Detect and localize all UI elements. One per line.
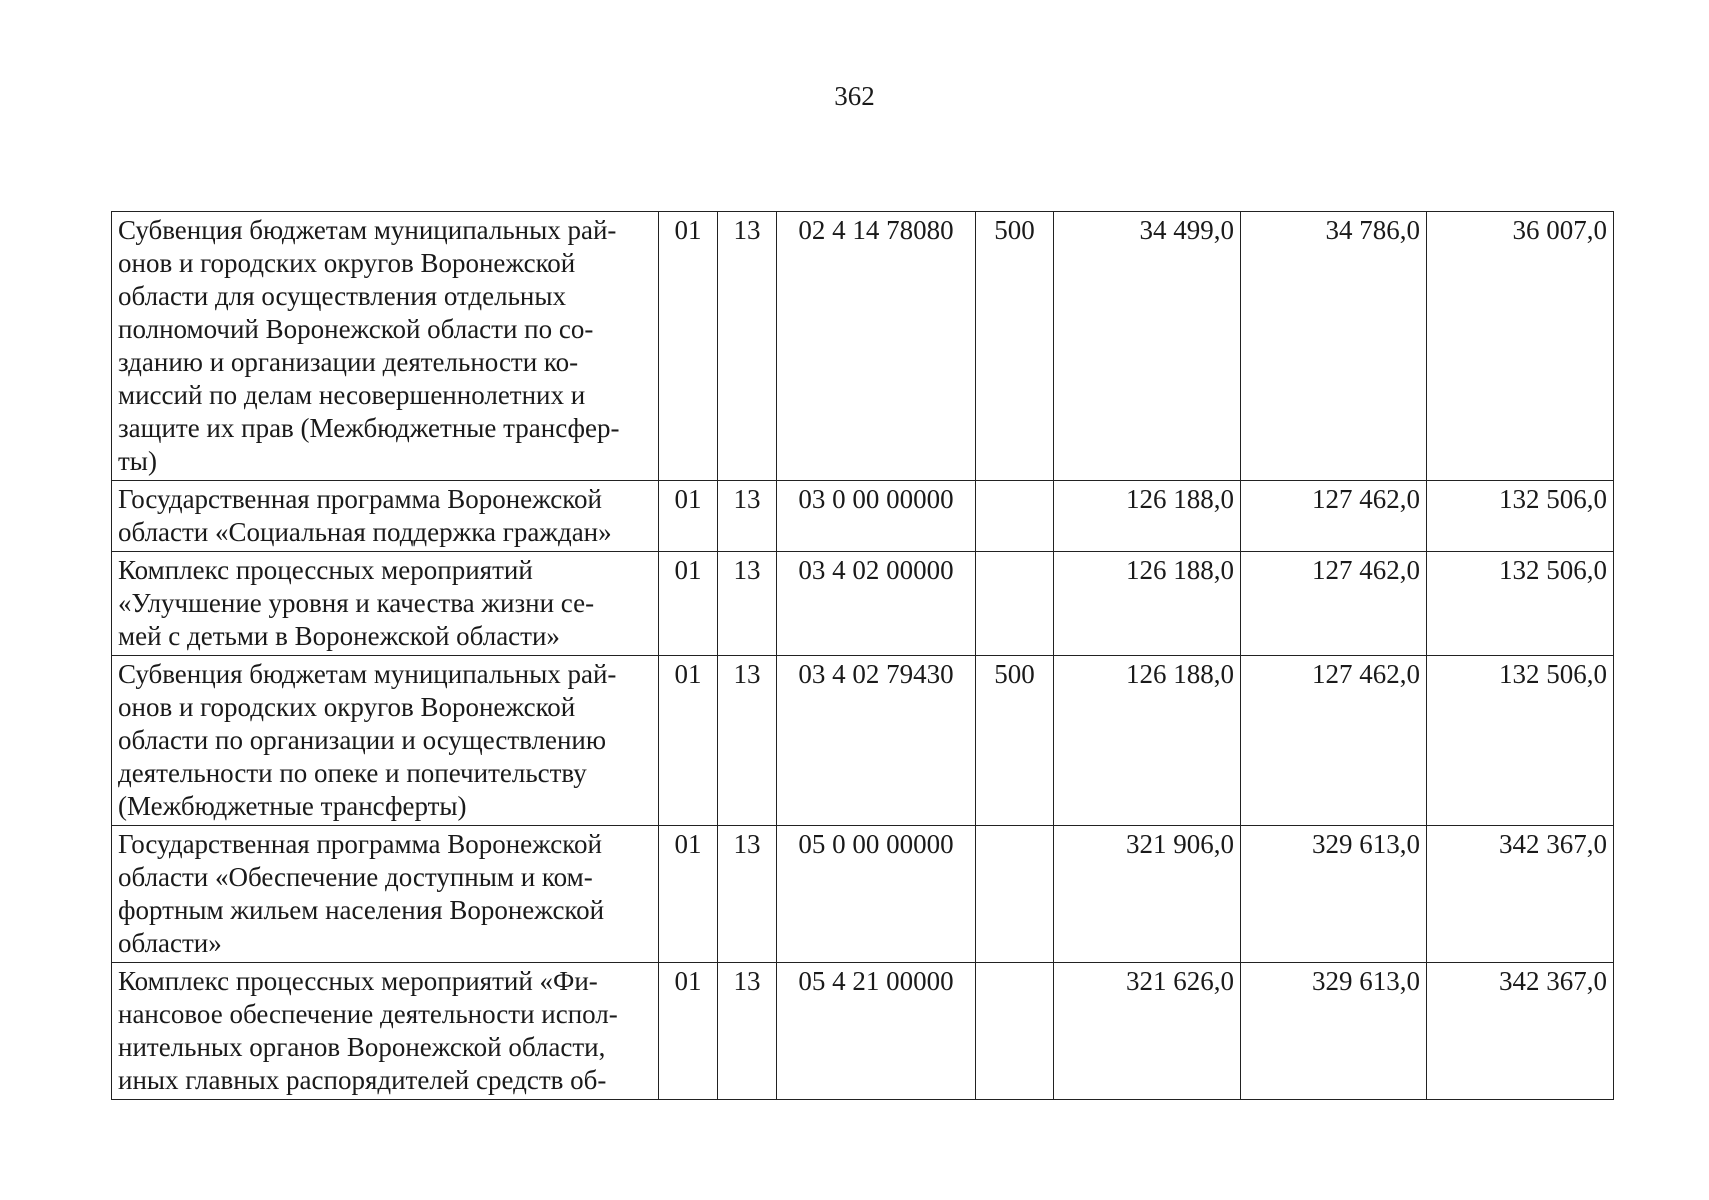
item-name-line: Субвенция бюджетам муниципальных рай- — [118, 215, 617, 245]
amount-year1-cell: 321 626,0 — [1054, 963, 1241, 1100]
amount-year3-cell: 36 007,0 — [1427, 212, 1614, 481]
item-name-line: области» — [118, 928, 222, 958]
section-code-cell: 01 — [659, 212, 718, 481]
item-name-cell — [112, 963, 659, 1100]
item-name-line: мей с детьми в Воронежской области» — [118, 621, 560, 651]
subsection-code-cell: 13 — [718, 656, 777, 826]
budget-table — [111, 211, 1614, 1100]
expense-type-cell: 500 — [976, 656, 1054, 826]
amount-year3-cell: 132 506,0 — [1427, 481, 1614, 552]
table-row — [112, 212, 1614, 481]
item-name-cell — [112, 826, 659, 963]
item-name-line: Субвенция бюджетам муниципальных рай- — [118, 659, 617, 689]
target-article-cell: 02 4 14 78080 — [777, 212, 976, 481]
table-row — [112, 481, 1614, 552]
target-article-cell: 05 4 21 00000 — [777, 963, 976, 1100]
item-name-line: защите их прав (Межбюджетные трансфер- — [118, 413, 620, 443]
section-code-cell: 01 — [659, 552, 718, 656]
item-name-line: (Межбюджетные трансферты) — [118, 791, 467, 821]
subsection-code-cell: 13 — [718, 552, 777, 656]
item-name-cell — [112, 481, 659, 552]
amount-year1-cell: 34 499,0 — [1054, 212, 1241, 481]
subsection-code-cell: 13 — [718, 826, 777, 963]
section-code-cell: 01 — [659, 656, 718, 826]
page-number: 362 — [834, 81, 875, 111]
amount-year3-cell: 342 367,0 — [1427, 826, 1614, 963]
amount-year3-cell: 132 506,0 — [1427, 552, 1614, 656]
table-row — [112, 552, 1614, 656]
item-name-line: нансовое обеспечение деятельности испол- — [118, 999, 618, 1029]
amount-year1-cell: 126 188,0 — [1054, 552, 1241, 656]
item-name-line: онов и городских округов Воронежской — [118, 692, 576, 722]
target-article-cell: 03 0 00 00000 — [777, 481, 976, 552]
item-name-line: ты) — [118, 446, 157, 476]
table-body — [112, 212, 1614, 1100]
section-code-cell: 01 — [659, 963, 718, 1100]
item-name-cell — [112, 212, 659, 481]
item-name-line: деятельности по опеке и попечительству — [118, 758, 587, 788]
amount-year2-cell: 329 613,0 — [1241, 963, 1427, 1100]
item-name-line: Государственная программа Воронежской — [118, 484, 602, 514]
subsection-code-cell: 13 — [718, 481, 777, 552]
item-name-line: Комплекс процессных мероприятий — [118, 555, 533, 585]
amount-year1-cell: 126 188,0 — [1054, 481, 1241, 552]
item-name-cell — [112, 656, 659, 826]
subsection-code-cell: 13 — [718, 212, 777, 481]
section-code-cell: 01 — [659, 826, 718, 963]
amount-year2-cell: 329 613,0 — [1241, 826, 1427, 963]
item-name-line: фортным жильем населения Воронежской — [118, 895, 605, 925]
item-name-line: области для осуществления отдельных — [118, 281, 567, 311]
item-name-line: «Улучшение уровня и качества жизни се- — [118, 588, 595, 618]
expense-type-cell — [976, 481, 1054, 552]
item-name-cell — [112, 552, 659, 656]
amount-year3-cell: 342 367,0 — [1427, 963, 1614, 1100]
item-name-line: Комплекс процессных мероприятий «Фи- — [118, 966, 598, 996]
item-name-line: области по организации и осуществлению — [118, 725, 607, 755]
subsection-code-cell: 13 — [718, 963, 777, 1100]
item-name-line: зданию и организации деятельности ко- — [118, 347, 579, 377]
amount-year2-cell: 127 462,0 — [1241, 552, 1427, 656]
item-name-line: Государственная программа Воронежской — [118, 829, 602, 859]
expense-type-cell — [976, 826, 1054, 963]
expense-type-cell — [976, 963, 1054, 1100]
expense-type-cell — [976, 552, 1054, 656]
item-name-line: миссий по делам несовершеннолетних и — [118, 380, 586, 410]
amount-year2-cell: 127 462,0 — [1241, 481, 1427, 552]
amount-year1-cell: 126 188,0 — [1054, 656, 1241, 826]
target-article-cell: 03 4 02 00000 — [777, 552, 976, 656]
target-article-cell: 05 0 00 00000 — [777, 826, 976, 963]
item-name-line: онов и городских округов Воронежской — [118, 248, 576, 278]
item-name-line: полномочий Воронежской области по со- — [118, 314, 594, 344]
table-row — [112, 963, 1614, 1100]
amount-year2-cell: 127 462,0 — [1241, 656, 1427, 826]
table-row — [112, 656, 1614, 826]
expense-type-cell: 500 — [976, 212, 1054, 481]
amount-year1-cell: 321 906,0 — [1054, 826, 1241, 963]
amount-year2-cell: 34 786,0 — [1241, 212, 1427, 481]
section-code-cell: 01 — [659, 481, 718, 552]
amount-year3-cell: 132 506,0 — [1427, 656, 1614, 826]
table-row — [112, 826, 1614, 963]
item-name-line: нительных органов Воронежской области, — [118, 1032, 606, 1062]
item-name-line: области «Обеспечение доступным и ком- — [118, 862, 593, 892]
item-name-line: иных главных распорядителей средств об- — [118, 1065, 607, 1095]
item-name-line: области «Социальная поддержка граждан» — [118, 517, 612, 547]
target-article-cell: 03 4 02 79430 — [777, 656, 976, 826]
